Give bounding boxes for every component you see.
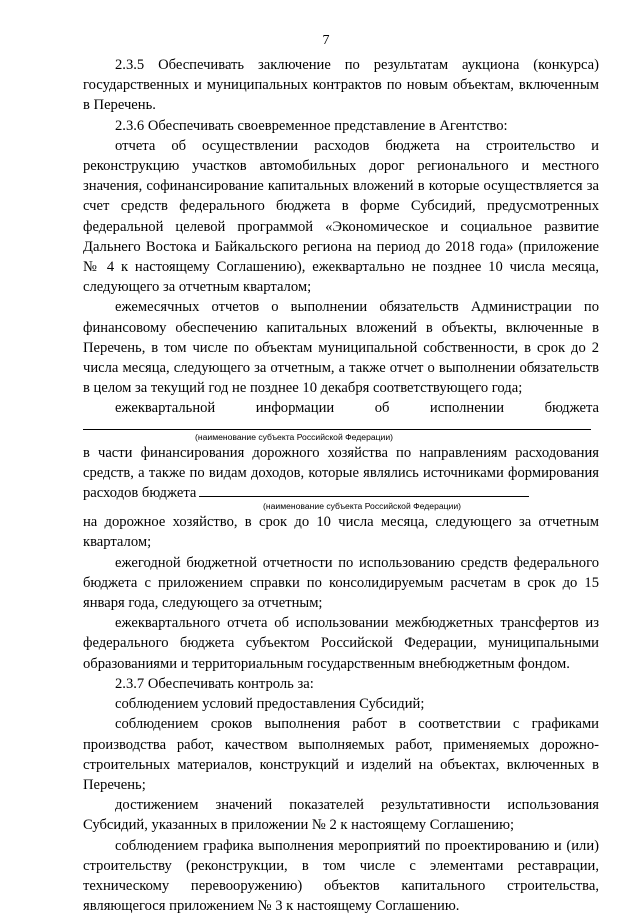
paragraph-road-deadline: на дорожное хозяйство, в срок до 10 числа месяца, следующего за отчетным кварталом;	[83, 514, 599, 551]
paragraph-road-financing	[83, 443, 599, 504]
paragraph-road-financing-text: в части финансирования дорожного хозяйства по направлениям расходования средств, а также по видам доходов, которые являлись источниками формирования расходов бюджета	[83, 444, 599, 502]
subject-name-caption-2: (наименование субъекта Российской Федерации)	[263, 501, 462, 512]
subject-name-inline-blank	[199, 483, 529, 497]
document-body	[83, 55, 599, 916]
page-number: 7	[322, 33, 330, 48]
subject-name-caption: (наименование субъекта Российской Федерации)	[195, 431, 394, 442]
paragraph-2-3-6: 2.3.6 Обеспечивать своевременное представление в Агентство:	[115, 117, 508, 134]
paragraph-interbudget-transfers: ежеквартального отчета об использовании межбюджетных трансфертов из федерального бюджета субъектом Российской Федерации, муниципальными образованиями и территориальным государственным внебюджетным фондом.	[83, 615, 599, 672]
subject-name-blank-line	[83, 429, 591, 430]
paragraph-report-expenses: отчета об осуществлении расходов бюджета на строительство и реконструкцию участков автомобильных дорог регионального и местного значения, софинансирование капитальных вложений в которые осуществляется за счет средств федерального бюджета в форме Субсидий, предусмотренных федеральной целевой программой «Экономическое и социальное развитие Дальнего Востока и Байкальского региона на период до 2018 года» (приложение № 4 к настоящему Соглашению), ежеквартально не позднее 10 числа месяца, следующего за отчетным кварталом;	[83, 137, 599, 296]
paragraph-monthly-reports: ежемесячных отчетов о выполнении обязательств Администрации по финансовому обеспечению капитальных вложений в объекты, включенные в Перечень, в том числе по объектам муниципальной собственности, в срок до 2 числа месяца, следующего за отчетным, а также отчет о выполнении обязательств в целом за текущий год не позднее 10 декабря соответствующего года;	[83, 299, 599, 397]
paragraph-quarterly-info: ежеквартальной информации об исполнении бюджета	[115, 400, 599, 417]
paragraph-work-deadlines: соблюдением сроков выполнения работ в соответствии с графиками производства работ, качеством выполняемых работ, применяемых дорожно-строительных материалов, конструкций и изделий на объектах, включенных в Перечень;	[83, 716, 599, 793]
paragraph-subsidy-conditions: соблюдением условий предоставления Субсидий;	[115, 696, 425, 713]
paragraph-annual-reporting: ежегодной бюджетной отчетности по использованию средств федерального бюджета с приложением справки по консолидируемым расчетам в срок до 15 января года, следующего за отчетным;	[83, 554, 599, 612]
paragraph-schedule-compliance: соблюдением графика выполнения мероприятий по проектированию и (или) строительству (реконструкции, в том числе с элементами реставрации, техническому перевооружению) объектов капитального строительства, являющегося приложением № 3 к настоящему Соглашению.	[83, 837, 599, 915]
paragraph-2-3-7: 2.3.7 Обеспечивать контроль за:	[115, 675, 314, 692]
paragraph-2-3-5: 2.3.5 Обеспечивать заключение по результатам аукциона (конкурса) государственных и муниципальных контрактов по новым объектам, включенным в Перечень.	[83, 57, 599, 114]
paragraph-performance-indicators: достижением значений показателей результативности использования Субсидий, указанных в приложении № 2 к настоящему Соглашению;	[83, 797, 599, 834]
